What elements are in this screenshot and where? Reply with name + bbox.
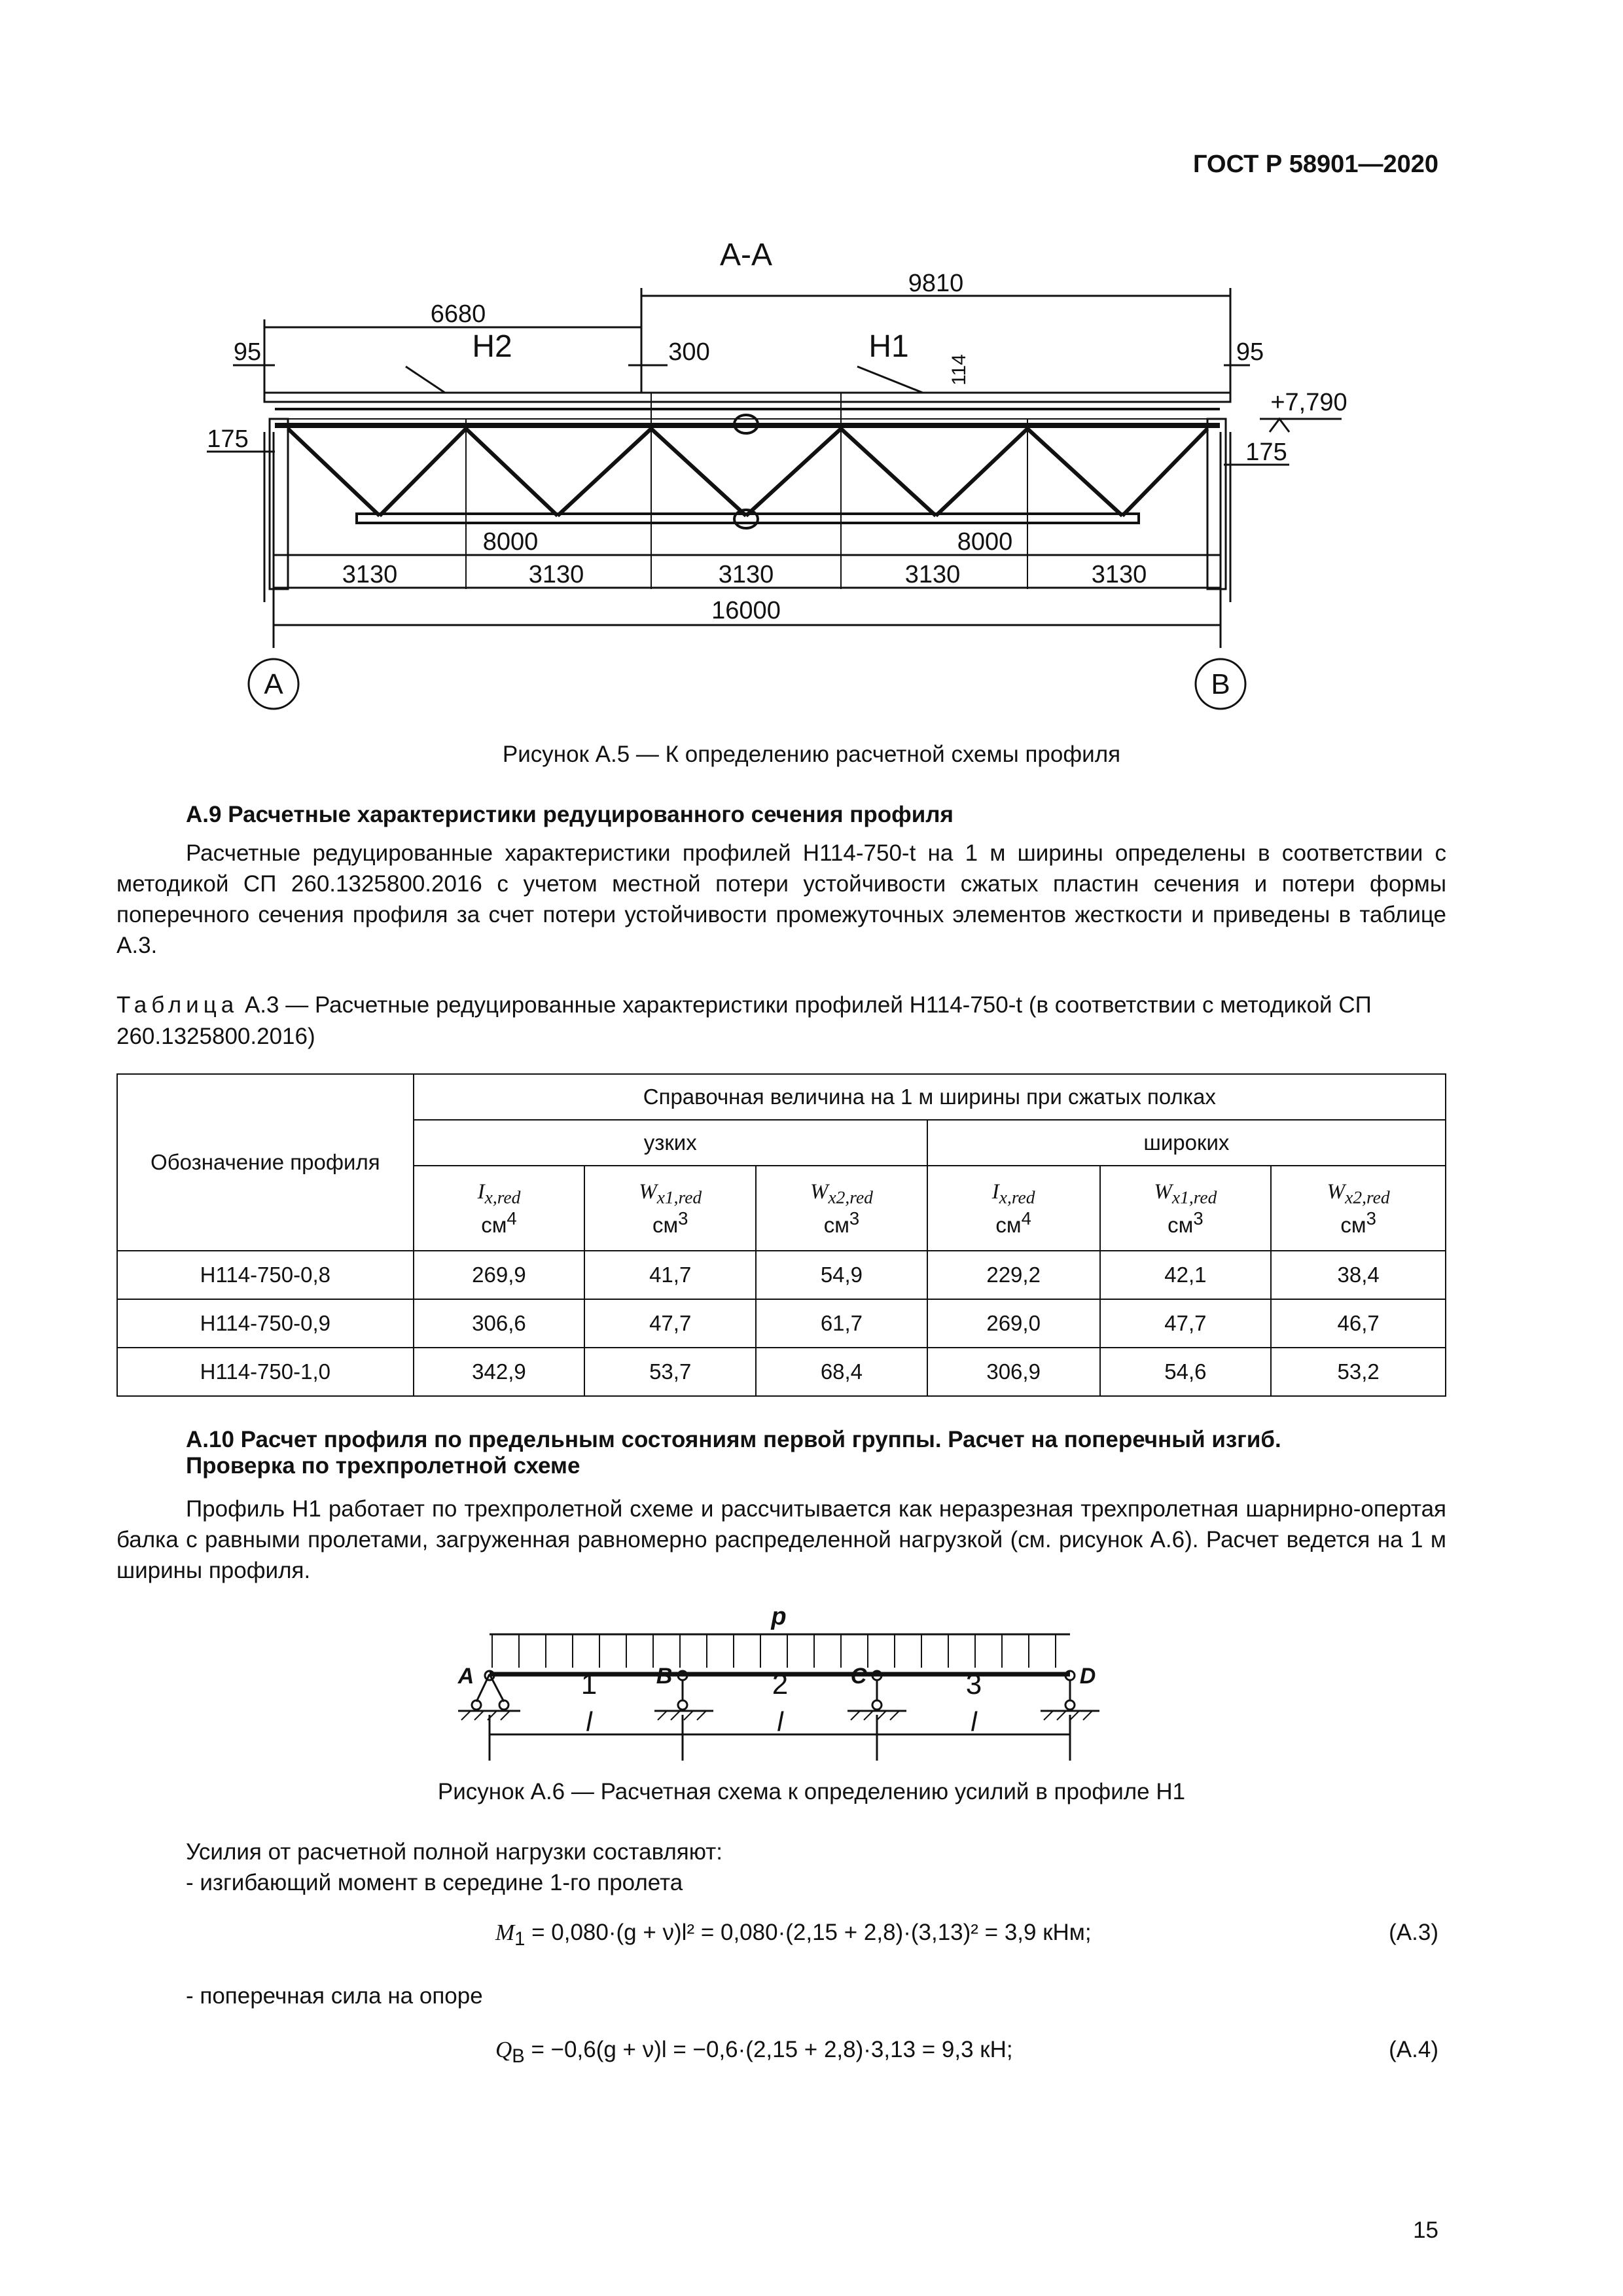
formula-a4-lhs: Q (495, 2037, 512, 2062)
formula-a4 (495, 2037, 1013, 2068)
forces-item-shear: - поперечная сила на опоре (186, 1983, 483, 2009)
span-2-length: l (777, 1706, 783, 1737)
section-a10-paragraph: Профиль Н1 работает по трехпролетной схеме и рассчитывается как неразрезная трехпролетная шарнирно-опертая балка с равными пролетами, загруженная равномерно распределенной нагрузкой (см. рисунок А.6). Расчет ведется на 1 м ширины профиля. (116, 1496, 1446, 1583)
formula-a4-lhs-sub: B (512, 2046, 525, 2067)
document-code: ГОСТ Р 58901—2020 (1193, 151, 1438, 178)
header-narrow: узких (414, 1120, 927, 1166)
unit-name: см (995, 1212, 1022, 1237)
cell: 47,7 (584, 1299, 756, 1348)
table-row (117, 1348, 1446, 1396)
dim-span-4: 3130 (904, 561, 961, 588)
dim-95-left: 95 (233, 338, 262, 366)
unit-cell (584, 1166, 756, 1251)
dim-95-right: 95 (1236, 338, 1264, 366)
figure-a5-truss-drawing (0, 223, 1623, 733)
unit-power: 4 (507, 1208, 517, 1229)
section-a10-heading (186, 1427, 1281, 1479)
header-reference-group: Справочная величина на 1 м ширины при сжатых полках (414, 1074, 1446, 1120)
unit-symbol: W (1154, 1180, 1172, 1204)
header-profile: Обозначение профиля (117, 1074, 414, 1251)
cell: 53,7 (584, 1348, 756, 1396)
unit-power: 3 (849, 1208, 860, 1229)
table-a3 (116, 1073, 1446, 1397)
cell: 61,7 (756, 1299, 927, 1348)
figure-a5-caption: Рисунок А.5 — К определению расчетной схемы профиля (502, 742, 1121, 767)
cell: 54,9 (756, 1251, 927, 1299)
profile-label-h2: Н2 (472, 329, 512, 364)
section-a10-heading-line1: А.10 Расчет профиля по предельным состояниям первой группы. Расчет на поперечный изгиб. (186, 1427, 1281, 1452)
dim-16000: 16000 (711, 597, 781, 624)
cell: 38,4 (1271, 1251, 1446, 1299)
section-a10-heading-line2: Проверка по трехпролетной схеме (186, 1453, 580, 1479)
unit-power: 4 (1021, 1208, 1031, 1229)
load-label: p (771, 1603, 787, 1630)
formula-a3-rhs: = 0,080·(g + ν)l² = 0,080·(2,15 + 2,8)·(3,13)² = 3,9 кНм; (525, 1920, 1092, 1945)
dim-9810: 9810 (908, 270, 964, 297)
cell: 46,7 (1271, 1299, 1446, 1348)
table-row (117, 1299, 1446, 1348)
cell: 229,2 (927, 1251, 1100, 1299)
unit-cell (414, 1166, 585, 1251)
table-caption-label: Таблица (116, 992, 239, 1018)
unit-subscript: x1,red (656, 1187, 702, 1208)
dim-6680: 6680 (430, 300, 486, 328)
unit-symbol: I (477, 1180, 485, 1204)
cell: 269,9 (414, 1251, 585, 1299)
unit-subscript: x2,red (828, 1187, 873, 1208)
profile-label-h1: Н1 (868, 329, 909, 364)
formula-a4-rhs: = −0,6(g + ν)l = −0,6·(2,15 + 2,8)·3,13 = 9,3 кН; (524, 2037, 1013, 2062)
unit-symbol: I (991, 1180, 999, 1204)
section-label: А-А (719, 238, 773, 272)
cell: 306,6 (414, 1299, 585, 1348)
cell: 53,2 (1271, 1348, 1446, 1396)
formula-a3 (495, 1920, 1092, 1950)
cell: 342,9 (414, 1348, 585, 1396)
elevation-label: +7,790 (1270, 389, 1347, 416)
cell: 269,0 (927, 1299, 1100, 1348)
dim-175-left: 175 (207, 425, 249, 453)
unit-name: см (1340, 1212, 1366, 1237)
support-a-label: A (457, 1664, 474, 1689)
axis-b-label: В (1211, 668, 1230, 700)
span-1-label: 1 (580, 1668, 597, 1700)
span-3-length: l (971, 1706, 977, 1737)
dim-span-2: 3130 (528, 561, 584, 588)
forces-item-moment: - изгибающий момент в середине 1-го пролета (186, 1870, 683, 1895)
section-a9-paragraph: Расчетные редуцированные характеристики профилей Н114-750-t на 1 м ширины определены в соответствии с методикой СП 260.1325800.2016 с учетом местной потери устойчивости сжатых пластин сечения и потери формы поперечного сечения профиля за счет потери устойчивости промежуточных элементов жесткости и приведены в таблице А.3. (116, 840, 1446, 958)
unit-subscript: x2,red (1345, 1187, 1390, 1208)
unit-subscript: x,red (484, 1187, 521, 1208)
unit-cell (1100, 1166, 1272, 1251)
formula-a4-number: (А.4) (1389, 2037, 1438, 2062)
figure-a6-beam-scheme (0, 1590, 1623, 1767)
unit-subscript: x1,red (1171, 1187, 1217, 1208)
dim-300: 300 (668, 338, 710, 366)
unit-name: см (481, 1212, 507, 1237)
formula-a3-lhs-sub: 1 (514, 1929, 526, 1950)
cell: 68,4 (756, 1348, 927, 1396)
axis-a-label: А (264, 668, 283, 700)
cell: 41,7 (584, 1251, 756, 1299)
cell: Н114-750-0,8 (117, 1251, 414, 1299)
unit-symbol: W (639, 1180, 657, 1204)
cell: 42,1 (1100, 1251, 1272, 1299)
unit-cell (927, 1166, 1100, 1251)
span-3-label: 3 (965, 1668, 982, 1700)
dim-114: 114 (948, 354, 970, 386)
span-1-length: l (586, 1706, 592, 1737)
table-a3-caption (116, 990, 1445, 1052)
cell: 306,9 (927, 1348, 1100, 1396)
cell: 54,6 (1100, 1348, 1272, 1396)
unit-cell (756, 1166, 927, 1251)
dim-8000-left: 8000 (482, 528, 539, 556)
unit-power: 3 (678, 1208, 688, 1229)
unit-power: 3 (1366, 1208, 1376, 1229)
unit-name: см (652, 1212, 679, 1237)
unit-symbol: W (810, 1180, 829, 1204)
unit-cell (1271, 1166, 1446, 1251)
dim-span-1: 3130 (342, 561, 398, 588)
cell: Н114-750-1,0 (117, 1348, 414, 1396)
figure-a6-caption: Рисунок А.6 — Расчетная схема к определению усилий в профиле Н1 (437, 1779, 1186, 1804)
formula-a3-number: (А.3) (1389, 1920, 1438, 1945)
header-wide: широких (927, 1120, 1446, 1166)
cell: 47,7 (1100, 1299, 1272, 1348)
page-number: 15 (1413, 2217, 1438, 2243)
unit-subscript: x,red (999, 1187, 1035, 1208)
dim-span-3: 3130 (718, 561, 774, 588)
cell: Н114-750-0,9 (117, 1299, 414, 1348)
table-row (117, 1251, 1446, 1299)
unit-power: 3 (1193, 1208, 1204, 1229)
support-c-label: C (850, 1664, 867, 1689)
formula-a3-lhs: M (495, 1920, 515, 1945)
unit-symbol: W (1327, 1180, 1346, 1204)
dim-span-5: 3130 (1091, 561, 1147, 588)
section-a9-heading: А.9 Расчетные характеристики редуцированного сечения профиля (186, 802, 954, 827)
support-b-label: B (656, 1664, 673, 1689)
unit-name: см (823, 1212, 849, 1237)
dim-8000-right: 8000 (957, 528, 1013, 556)
table-caption-text: А.3 — Расчетные редуцированные характеристики профилей Н114-750-t (в соответствии с методикой СП 260.1325800.2016) (116, 992, 1372, 1049)
support-d-label: D (1079, 1664, 1096, 1689)
forces-intro: Усилия от расчетной полной нагрузки составляют: (186, 1839, 722, 1865)
span-2-label: 2 (772, 1668, 789, 1700)
dim-175-right: 175 (1245, 439, 1287, 466)
unit-name: см (1168, 1212, 1194, 1237)
